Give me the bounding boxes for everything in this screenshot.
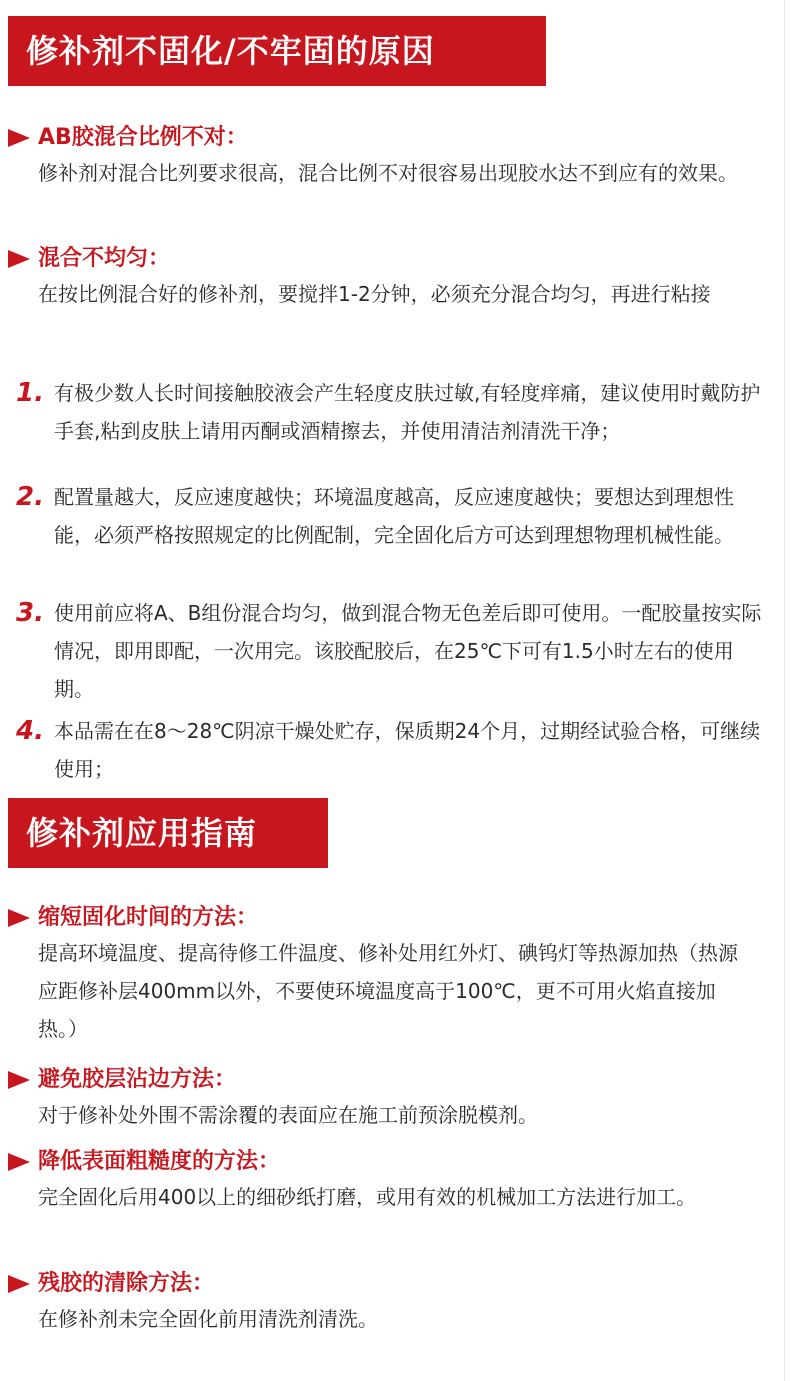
guide-heading-text: 残胶的清除方法： (38, 1271, 215, 1296)
note-number: 3. (16, 598, 44, 628)
guide-heading-text: 降低表面粗糙度的方法： (38, 1149, 281, 1174)
red-arrow-icon (8, 250, 30, 268)
guide-heading (0, 1146, 740, 1178)
guide-heading (0, 1268, 740, 1300)
red-arrow-icon (8, 1153, 30, 1171)
cause-heading (0, 122, 740, 154)
red-arrow-icon (8, 909, 30, 927)
red-arrow-icon (8, 1275, 30, 1293)
red-arrow-icon (8, 129, 30, 147)
guide-text: 提高环境温度、提高待修工件温度、修补处用红外灯、碘钨灯等热源加热（热源应距修补层400mm以外，不要使环境温度高于100℃，更不可用火焰直接加热。） (38, 941, 738, 1041)
note-number: 2. (16, 482, 44, 512)
note-number: 4. (16, 716, 44, 746)
guide-heading (0, 902, 740, 934)
guide-text: 在修补剂未完全固化前用清洗剂清洗。 (38, 1307, 378, 1331)
red-arrow-icon (8, 1071, 30, 1089)
cause-item-ratio (0, 122, 740, 192)
guide-heading-text: 避免胶层沾边方法： (38, 1067, 237, 1092)
note-number: 1. (16, 378, 44, 408)
guide-text: 完全固化后用400以上的细砂纸打磨，或用有效的机械加工方法进行加工。 (38, 1185, 697, 1209)
note-text: 配置量越大，反应速度越快；环境温度越高，反应速度越快；要想达到理想性能，必须严格按照规定的比例配制，完全固化后方可达到理想物理机械性能。 (54, 485, 734, 547)
section-title-guide: 修补剂应用指南 (8, 798, 328, 868)
cause-text: 修补剂对混合比列要求很高，混合比例不对很容易出现胶水达不到应有的效果。 (38, 161, 738, 185)
note-text: 使用前应将A、B组份混合均匀，做到混合物无色差后即可使用。一配胶量按实际情况，即用即配，一次用完。该胶配胶后，在25℃下可有1.5小时左右的使用期。 (54, 601, 762, 701)
cause-heading-text: AB胶混合比例不对： (38, 125, 248, 150)
cause-heading-text: 混合不均匀： (38, 246, 171, 271)
right-edge-divider (784, 0, 785, 1381)
note-text: 有极少数人长时间接触胶液会产生轻度皮肤过敏,有轻度痒痛，建议使用时戴防护手套,粘到皮肤上请用丙酮或酒精擦去，并使用清洁剂清洗干净； (54, 381, 761, 443)
guide-heading (0, 1064, 740, 1096)
cause-heading (0, 243, 740, 275)
note-text: 本品需在在8～28℃阴凉干燥处贮存，保质期24个月，过期经试验合格，可继续使用； (54, 719, 761, 781)
guide-item-edge (0, 1064, 740, 1134)
cause-item-mixing (0, 243, 740, 313)
guide-item-cure-time (0, 902, 740, 1048)
guide-item-roughness (0, 1146, 740, 1216)
section-title-causes: 修补剂不固化/不牢固的原因 (8, 16, 546, 86)
guide-item-residue (0, 1268, 740, 1338)
guide-text: 对于修补处外围不需涂覆的表面应在施工前预涂脱模剂。 (38, 1103, 538, 1127)
cause-text: 在按比例混合好的修补剂，要搅拌1-2分钟，必须充分混合均匀，再进行粘接 (38, 282, 711, 306)
guide-heading-text: 缩短固化时间的方法： (38, 905, 259, 930)
